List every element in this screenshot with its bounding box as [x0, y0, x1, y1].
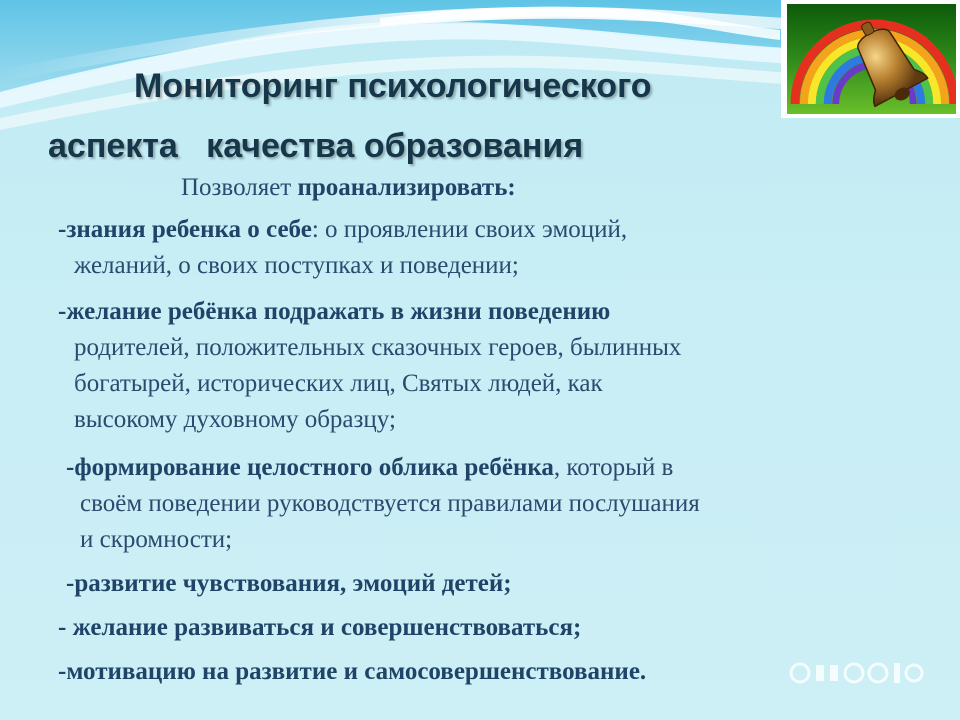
corner-image [781, 0, 960, 118]
item-continuation: и скромности; [80, 526, 233, 553]
item-bold: -мотивацию на развитие и самосовершенствование. [58, 658, 647, 685]
list-item [66, 566, 512, 602]
item-bold: - желание развиваться и совершенствоваться; [58, 614, 582, 641]
watermark-logo [786, 657, 926, 691]
item-bold: -желание ребёнка подражать в жизни поведению [58, 298, 611, 325]
title-line-1: Мониторинг психологического [134, 67, 652, 105]
intro-text [181, 170, 516, 206]
item-continuation: богатырей, исторических лиц, Святых людей, как [74, 370, 603, 397]
item-continuation: высокому духовному образцу; [74, 406, 396, 433]
item-rest: : о проявлении своих эмоций, [311, 216, 628, 243]
title-line-2: аспекта качества образования [48, 127, 584, 165]
intro-prefix: Позволяет [181, 174, 298, 201]
list-item [66, 450, 700, 558]
page-title [48, 56, 788, 176]
item-continuation: желаний, о своих поступках и поведении; [74, 252, 519, 279]
rainbow-bell-icon [787, 4, 956, 114]
item-continuation: родителей, положительных сказочных героев, былинных [74, 334, 682, 361]
list-item [58, 212, 627, 284]
intro-bold: проанализировать: [297, 174, 516, 201]
item-bold: -формирование целостного облика ребёнка [66, 454, 554, 481]
list-item [58, 654, 646, 690]
item-continuation: своём поведении руководствуется правилами послушания [80, 490, 700, 517]
list-item [58, 294, 681, 438]
list-item [58, 610, 581, 646]
item-bold: -развитие чувствования, эмоций детей; [66, 570, 512, 597]
item-rest: , который в [553, 454, 674, 481]
item-bold: -знания ребенка о себе [58, 216, 312, 243]
